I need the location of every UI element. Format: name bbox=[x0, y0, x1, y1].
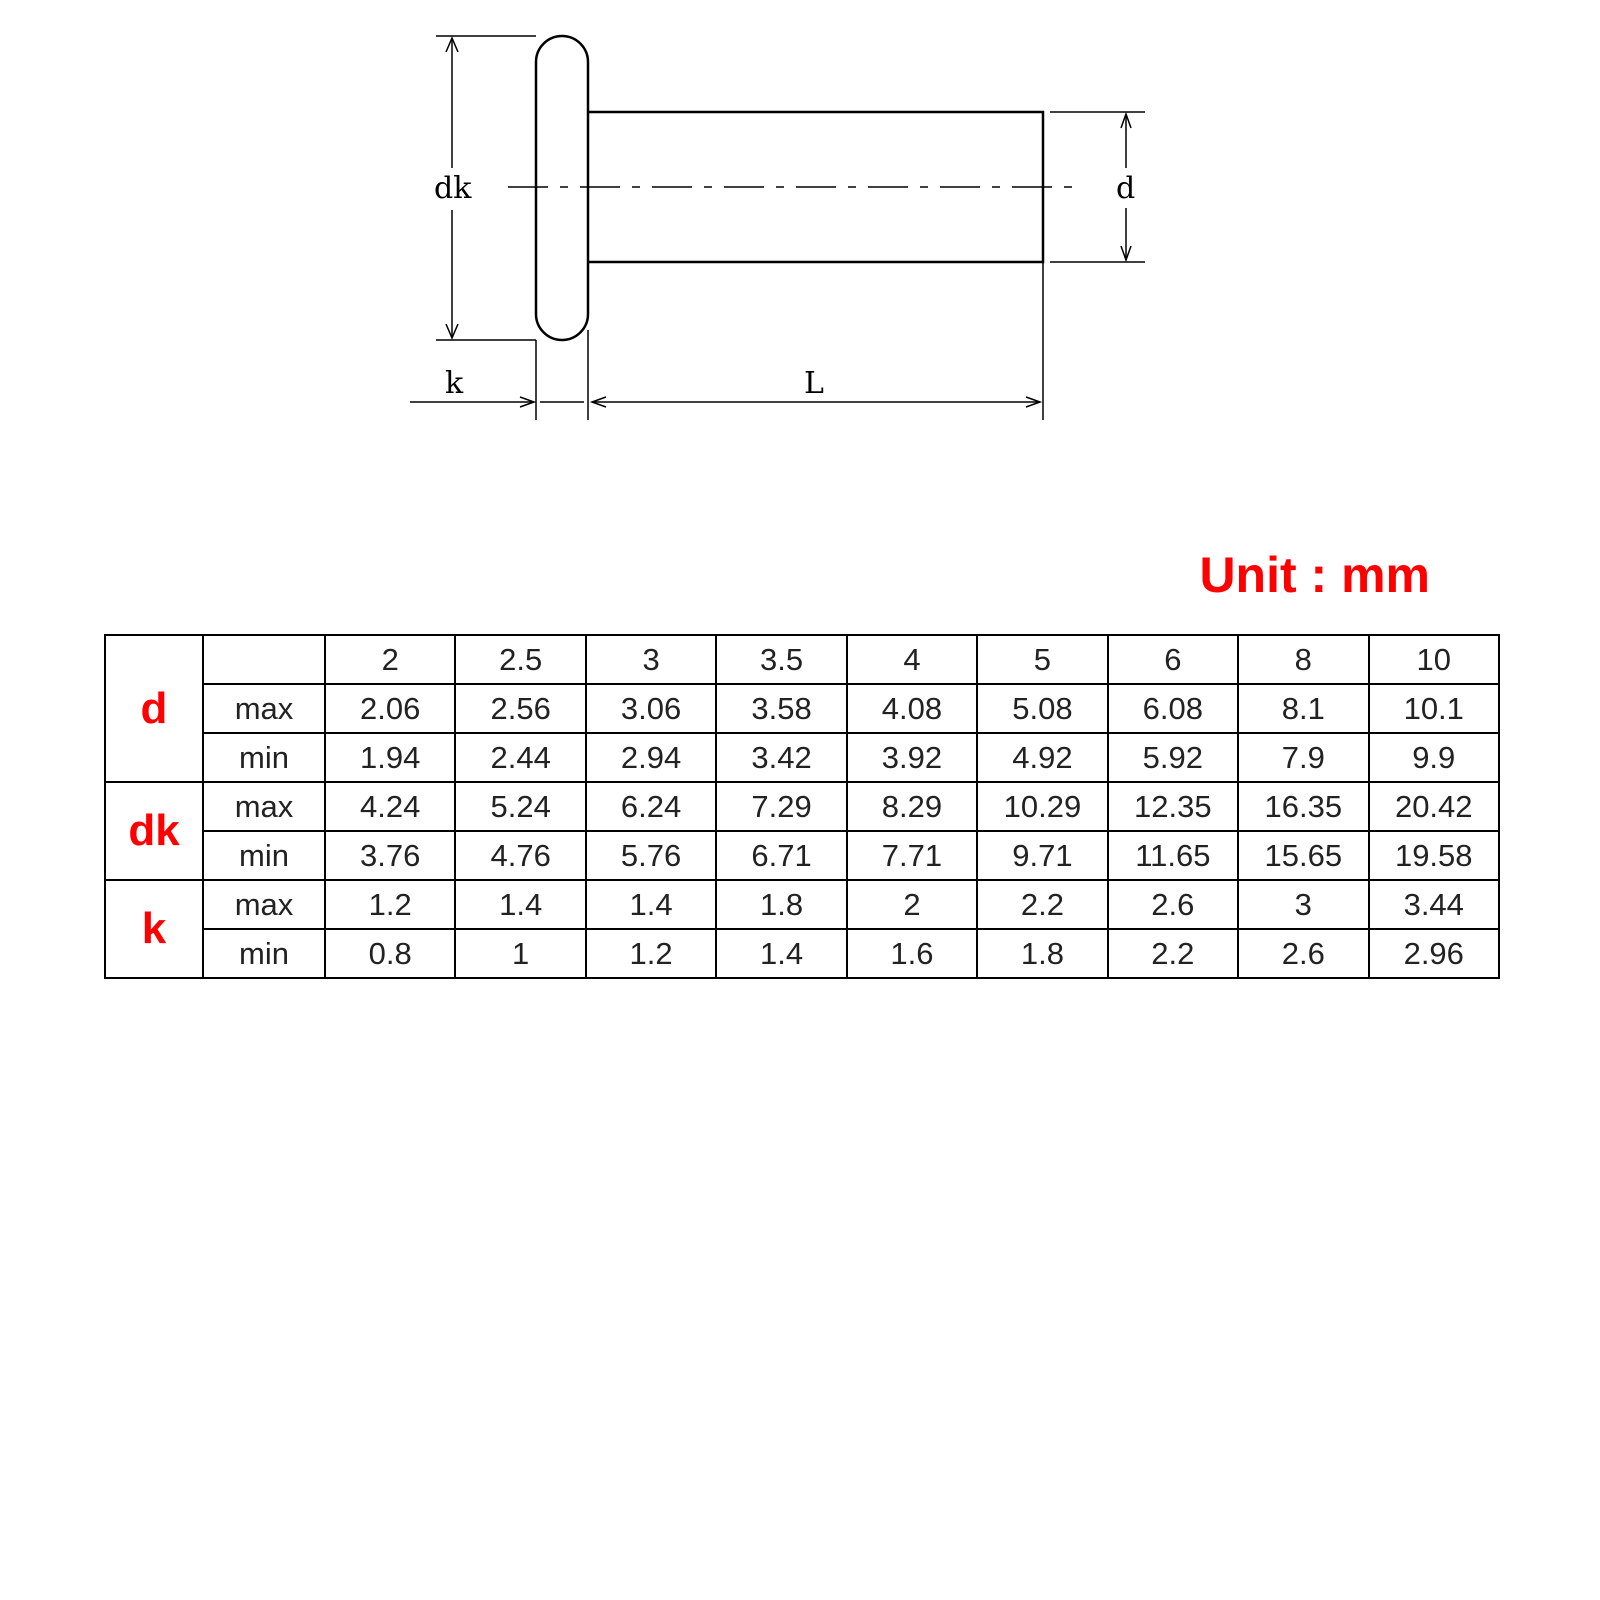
value-cell: 0.8 bbox=[325, 929, 455, 978]
param-k-cell: k bbox=[105, 880, 203, 978]
value-cell: 2.6 bbox=[1238, 929, 1368, 978]
value-cell: 20.42 bbox=[1369, 782, 1500, 831]
size-header-cell: 6 bbox=[1108, 635, 1238, 684]
value-cell: 7.9 bbox=[1238, 733, 1368, 782]
value-cell: 9.9 bbox=[1369, 733, 1500, 782]
value-cell: 3.58 bbox=[716, 684, 846, 733]
value-cell: 12.35 bbox=[1108, 782, 1238, 831]
table-row bbox=[105, 929, 1499, 978]
limit-cell: min bbox=[203, 733, 325, 782]
value-cell: 3.06 bbox=[586, 684, 716, 733]
value-cell: 7.29 bbox=[716, 782, 846, 831]
value-cell: 8.29 bbox=[847, 782, 977, 831]
k-L-dimension bbox=[410, 262, 1043, 420]
value-cell: 16.35 bbox=[1238, 782, 1368, 831]
size-header-cell: 2.5 bbox=[455, 635, 585, 684]
value-cell: 2 bbox=[847, 880, 977, 929]
L-label: L bbox=[804, 366, 824, 401]
rivet-head bbox=[536, 36, 588, 340]
value-cell: 5.24 bbox=[455, 782, 585, 831]
value-cell: 6.24 bbox=[586, 782, 716, 831]
value-cell: 1.4 bbox=[586, 880, 716, 929]
corner-cell: d bbox=[105, 635, 203, 782]
param-dk-cell: dk bbox=[105, 782, 203, 880]
value-cell: 5.76 bbox=[586, 831, 716, 880]
value-cell: 2.44 bbox=[455, 733, 585, 782]
value-cell: 1.2 bbox=[325, 880, 455, 929]
value-cell: 4.08 bbox=[847, 684, 977, 733]
value-cell: 8.1 bbox=[1238, 684, 1368, 733]
limit-cell: min bbox=[203, 831, 325, 880]
value-cell: 19.58 bbox=[1369, 831, 1500, 880]
value-cell: 2.96 bbox=[1369, 929, 1500, 978]
value-cell: 3.44 bbox=[1369, 880, 1500, 929]
size-header-cell: 8 bbox=[1238, 635, 1368, 684]
value-cell: 4.24 bbox=[325, 782, 455, 831]
table-row bbox=[105, 880, 1499, 929]
value-cell: 6.71 bbox=[716, 831, 846, 880]
value-cell: 10.1 bbox=[1369, 684, 1500, 733]
value-cell: 4.76 bbox=[455, 831, 585, 880]
size-header-cell: 5 bbox=[977, 635, 1107, 684]
value-cell: 1 bbox=[455, 929, 585, 978]
value-cell: 1.4 bbox=[455, 880, 585, 929]
value-cell: 2.2 bbox=[1108, 929, 1238, 978]
d-label: d bbox=[1116, 171, 1136, 206]
value-cell: 3.42 bbox=[716, 733, 846, 782]
size-header-row bbox=[105, 635, 1499, 684]
value-cell: 3 bbox=[1238, 880, 1368, 929]
value-cell: 6.08 bbox=[1108, 684, 1238, 733]
dk-label: dk bbox=[434, 171, 472, 206]
value-cell: 1.94 bbox=[325, 733, 455, 782]
table-row bbox=[105, 831, 1499, 880]
size-header-cell: 4 bbox=[847, 635, 977, 684]
k-label: k bbox=[445, 366, 464, 401]
value-cell: 2.56 bbox=[455, 684, 585, 733]
value-cell: 2.2 bbox=[977, 880, 1107, 929]
value-cell: 3.92 bbox=[847, 733, 977, 782]
size-header-cell: 3.5 bbox=[716, 635, 846, 684]
limit-cell: max bbox=[203, 684, 325, 733]
limit-cell: min bbox=[203, 929, 325, 978]
value-cell: 1.4 bbox=[716, 929, 846, 978]
table-row bbox=[105, 733, 1499, 782]
value-cell: 7.71 bbox=[847, 831, 977, 880]
value-cell: 1.8 bbox=[977, 929, 1107, 978]
value-cell: 9.71 bbox=[977, 831, 1107, 880]
header-blank-cell bbox=[203, 635, 325, 684]
value-cell: 5.08 bbox=[977, 684, 1107, 733]
value-cell: 2.6 bbox=[1108, 880, 1238, 929]
value-cell: 15.65 bbox=[1238, 831, 1368, 880]
unit-label: Unit : mm bbox=[1199, 547, 1430, 603]
value-cell: 10.29 bbox=[977, 782, 1107, 831]
value-cell: 4.92 bbox=[977, 733, 1107, 782]
value-cell: 11.65 bbox=[1108, 831, 1238, 880]
value-cell: 2.06 bbox=[325, 684, 455, 733]
rivet-dimension-drawing bbox=[0, 0, 1600, 440]
limit-cell: max bbox=[203, 880, 325, 929]
value-cell: 5.92 bbox=[1108, 733, 1238, 782]
table-row bbox=[105, 684, 1499, 733]
size-header-cell: 2 bbox=[325, 635, 455, 684]
value-cell: 1.6 bbox=[847, 929, 977, 978]
size-header-cell: 10 bbox=[1369, 635, 1500, 684]
value-cell: 1.8 bbox=[716, 880, 846, 929]
value-cell: 2.94 bbox=[586, 733, 716, 782]
value-cell: 1.2 bbox=[586, 929, 716, 978]
limit-cell: max bbox=[203, 782, 325, 831]
spec-table bbox=[104, 634, 1500, 979]
value-cell: 3.76 bbox=[325, 831, 455, 880]
size-header-cell: 3 bbox=[586, 635, 716, 684]
table-row bbox=[105, 782, 1499, 831]
